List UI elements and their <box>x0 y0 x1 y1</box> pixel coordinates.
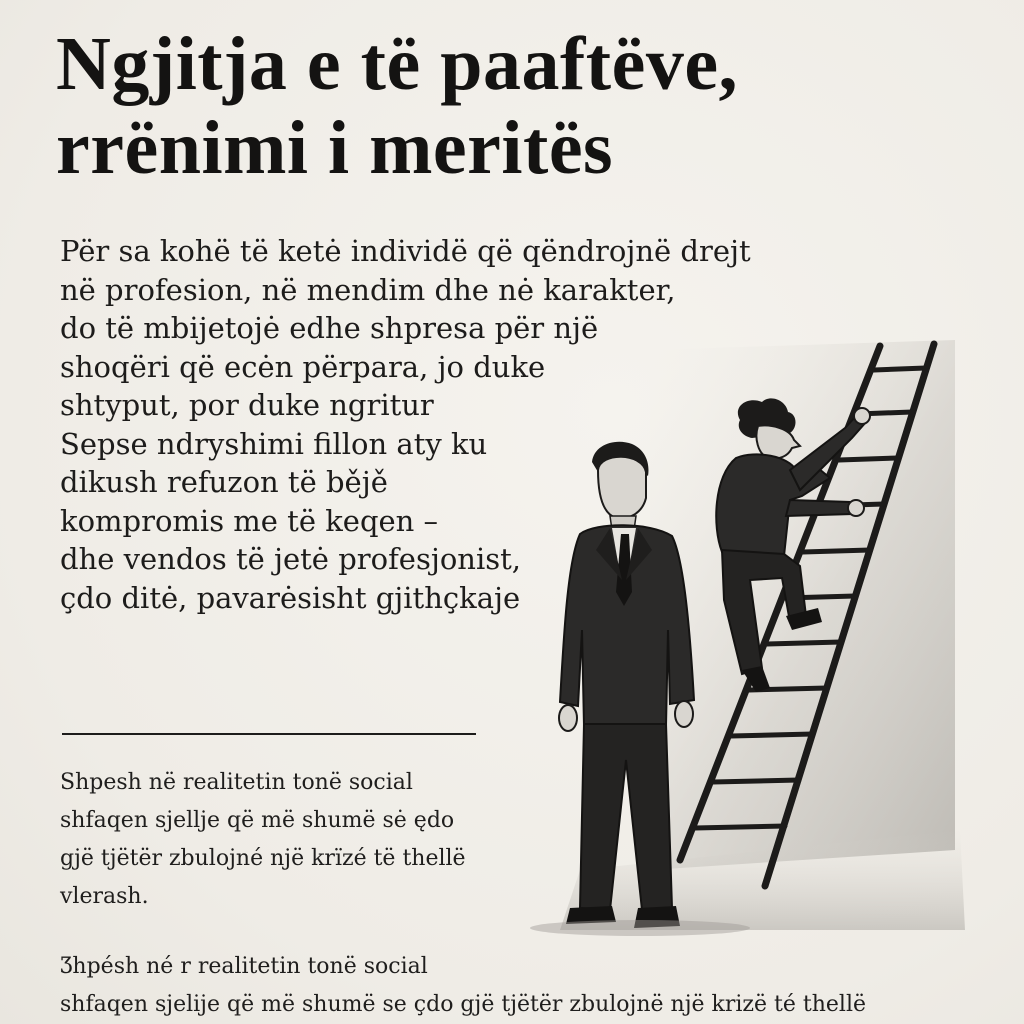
lead-line: dhe vendos të jetė profesjonist, <box>60 542 522 576</box>
paragraph-line: gjë tjëtër zbulojné një krïzé të thellë <box>60 846 466 871</box>
lead-line: do të mbijetojė edhe shpresa për një <box>60 311 599 345</box>
lead-line: Për sa kohë të ketė individë që qëndrojnë drejt <box>60 234 751 268</box>
section-divider <box>62 733 476 735</box>
lead-line: në profesion, në mendim dhe nė karakter, <box>60 272 676 307</box>
paragraph-line: shfaqen sjellje që më shumë sė ędo <box>60 808 455 833</box>
ladder-illustration <box>500 330 970 940</box>
title-line: rrënimi i meritës <box>56 106 614 190</box>
lead-line: dikush refuzon të bějě <box>60 465 388 499</box>
lead-line: Sepse ndryshimi fillon aty ku <box>60 426 488 461</box>
lead-line: çdo ditė, pavarėsisht gjithçkaje <box>60 580 521 615</box>
paragraph-line: vlerash. <box>60 884 149 909</box>
article-title <box>56 22 996 190</box>
paragraph-line: Shpesh në realitetin tonë social <box>60 770 413 795</box>
paragraph-line: shfaqen sjelije që më shumë se çdo gjë tjëtër zbulojnë një krizë té thellë <box>60 992 866 1017</box>
body-paragraph-repeat <box>60 948 1010 1024</box>
lead-line: shoqëri që ecėn përpara, jo duke <box>60 349 546 384</box>
lead-line: kompromis me të keqen – <box>60 503 439 538</box>
paragraph-line: Ʒhpésh né r realitetin tonë social <box>60 954 428 979</box>
lead-line: shtyput, por duke ngritur <box>60 388 434 422</box>
title-line: Ngjitja e të paaftëve, <box>56 22 739 106</box>
body-paragraph <box>60 764 520 916</box>
